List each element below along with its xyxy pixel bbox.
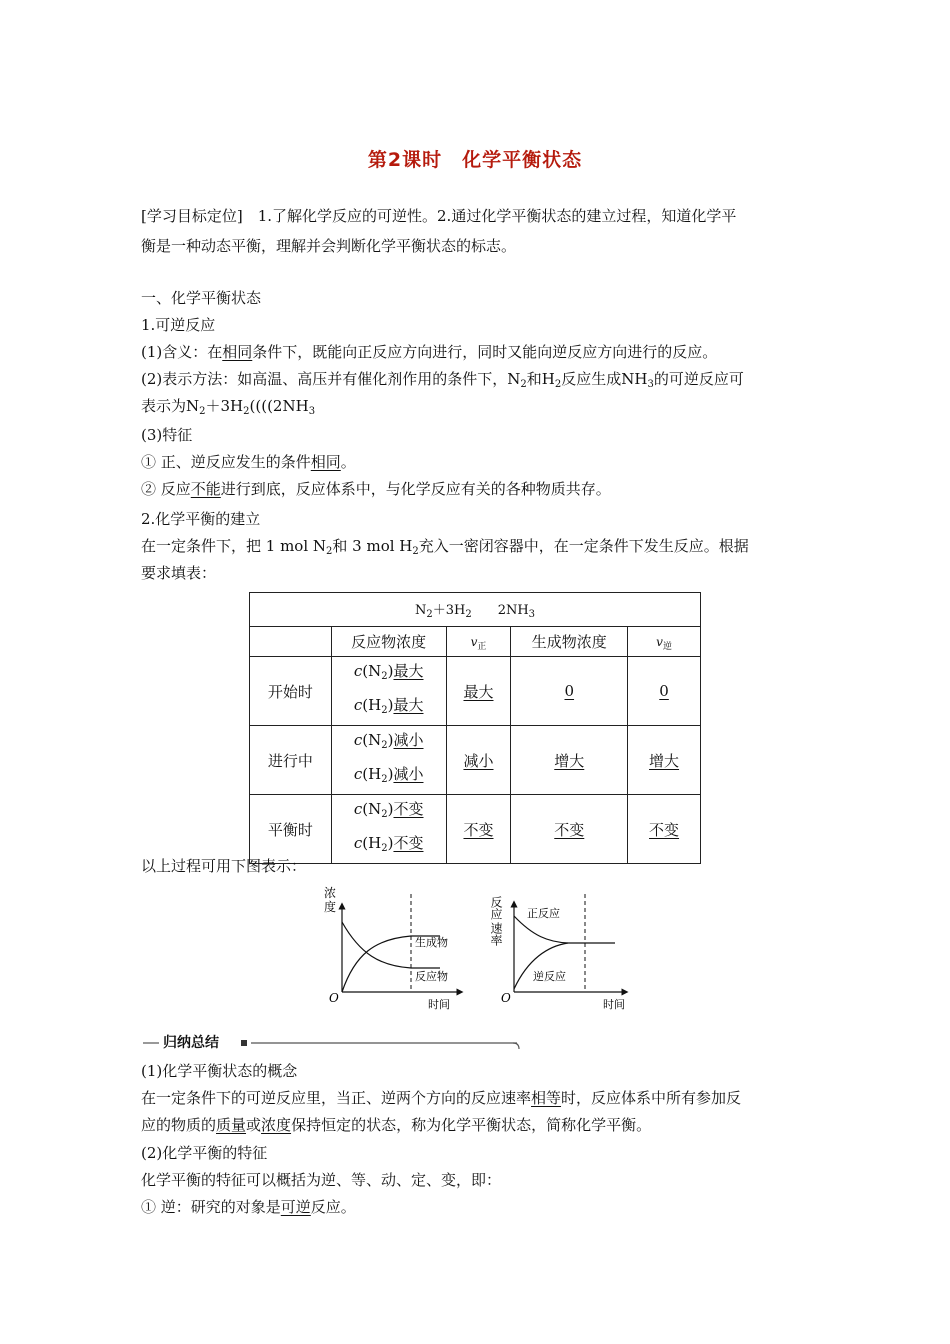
graph2-ylabel-1: 反应 bbox=[489, 896, 503, 920]
row-label: 开始时 bbox=[250, 657, 332, 726]
subheading-reversible: 1.可逆反应 bbox=[141, 316, 216, 334]
header-v-reverse: $v_逆$ bbox=[628, 627, 701, 657]
v-reverse-cell: 增大 bbox=[628, 726, 701, 795]
feature-2: ② 反应不能进行到底，反应体系中，与化学反应有关的各种物质共存。 bbox=[141, 480, 611, 498]
page-title: 第2课时 化学平衡状态 bbox=[367, 149, 583, 171]
table-equation-header: $N_2+3H_2$ $2NH_3$ bbox=[250, 593, 701, 627]
product-conc-cell: 增大 bbox=[511, 726, 628, 795]
rate-graph bbox=[489, 884, 633, 1012]
summary-concept-line2: 应的物质的质量或浓度保持恒定的状态，称为化学平衡状态，简称化学平衡。 bbox=[141, 1116, 652, 1134]
reactant-conc-cell: $c(N_2)$减小 $c(H_2)$减小 bbox=[331, 726, 446, 795]
graph2-xlabel: 时间 bbox=[603, 998, 625, 1011]
paragraph-setup: 在一定条件下，把 1 mol $N_2$和 3 mol $H_2$充入一密闭容器中，在一定条件下发生反应。根据 bbox=[141, 537, 749, 557]
header-v-forward: $v_正$ bbox=[446, 627, 511, 657]
learning-objective-line1: [学习目标定位] 1.了解化学反应的可逆性。2.通过化学平衡状态的建立过程，知道化学平 bbox=[141, 207, 737, 225]
v-forward-cell: 减小 bbox=[446, 726, 511, 795]
graph1-origin: O bbox=[329, 991, 339, 1005]
equilibrium-table bbox=[249, 592, 701, 864]
forward-rate-curve bbox=[514, 916, 615, 943]
subheading-establishment: 2.化学平衡的建立 bbox=[141, 510, 261, 528]
forward-label: 正反应 bbox=[527, 907, 560, 920]
subheading-features: (3)特征 bbox=[141, 426, 193, 444]
learning-objective-line2: 衡是一种动态平衡，理解并会判断化学平衡状态的标志。 bbox=[141, 237, 517, 255]
graph1-ylabel-1: 浓 bbox=[324, 886, 337, 900]
table-row bbox=[250, 657, 701, 726]
feature-1: ① 正、逆反应发生的条件相同。 bbox=[141, 453, 356, 471]
reverse-label: 逆反应 bbox=[533, 970, 566, 983]
paragraph-definition: (1)含义：在相同条件下，既能向正反应方向进行，同时又能向逆反应方向进行的反应。 bbox=[141, 343, 718, 361]
table-corner bbox=[250, 627, 332, 657]
summary-feature-1: ① 逆：研究的对象是可逆反应。 bbox=[141, 1198, 356, 1216]
header-product-conc: 生成物浓度 bbox=[511, 627, 628, 657]
paragraph-representation: (2)表示方法：如高温、高压并有催化剂作用的条件下，$N_2$和$H_2$反应生成$NH_3$的可逆反应可 bbox=[141, 370, 744, 390]
summary-concept-line1: 在一定条件下的可逆反应里，当正、逆两个方向的反应速率相等时，反应体系中所有参加反 bbox=[141, 1089, 742, 1107]
v-reverse-cell: 0 bbox=[628, 657, 701, 726]
header-reactant-conc: 反应物浓度 bbox=[331, 627, 446, 657]
product-conc-cell: 不变 bbox=[511, 795, 628, 864]
graph-intro: 以上过程可用下图表示： bbox=[141, 857, 307, 875]
product-label: 生成物 bbox=[415, 936, 448, 949]
reactant-conc-cell: $c(N_2)$不变 $c(H_2)$不变 bbox=[331, 795, 446, 864]
v-reverse-cell: 不变 bbox=[628, 795, 701, 864]
product-conc-cell: 0 bbox=[511, 657, 628, 726]
summary-features-heading: (2)化学平衡的特征 bbox=[141, 1144, 268, 1162]
table-row bbox=[250, 726, 701, 795]
graph1-xlabel: 时间 bbox=[428, 998, 450, 1011]
v-forward-cell: 最大 bbox=[446, 657, 511, 726]
summary-label: 归纳总结 bbox=[163, 1035, 219, 1051]
row-label: 进行中 bbox=[250, 726, 332, 795]
concentration-graph bbox=[320, 884, 470, 1012]
paragraph-fill-table: 要求填表： bbox=[141, 564, 217, 582]
reactant-label: 反应物 bbox=[415, 970, 448, 983]
row-label: 平衡时 bbox=[250, 795, 332, 864]
graph1-ylabel-2: 度 bbox=[324, 900, 337, 914]
table-row bbox=[250, 795, 701, 864]
paragraph-equation: 表示为$N_2+3H_2((((2NH_3$ bbox=[141, 397, 316, 417]
summary-concept-heading: (1)化学平衡状态的概念 bbox=[141, 1062, 298, 1080]
graph2-origin: O bbox=[501, 991, 511, 1005]
summary-features-intro: 化学平衡的特征可以概括为逆、等、动、定、变，即： bbox=[141, 1171, 502, 1189]
section-heading: 一、化学平衡状态 bbox=[141, 289, 262, 307]
v-forward-cell: 不变 bbox=[446, 795, 511, 864]
reactant-conc-cell: $c(N_2)$最大 $c(H_2)$最大 bbox=[331, 657, 446, 726]
graph2-ylabel-2: 速率 bbox=[489, 922, 503, 946]
